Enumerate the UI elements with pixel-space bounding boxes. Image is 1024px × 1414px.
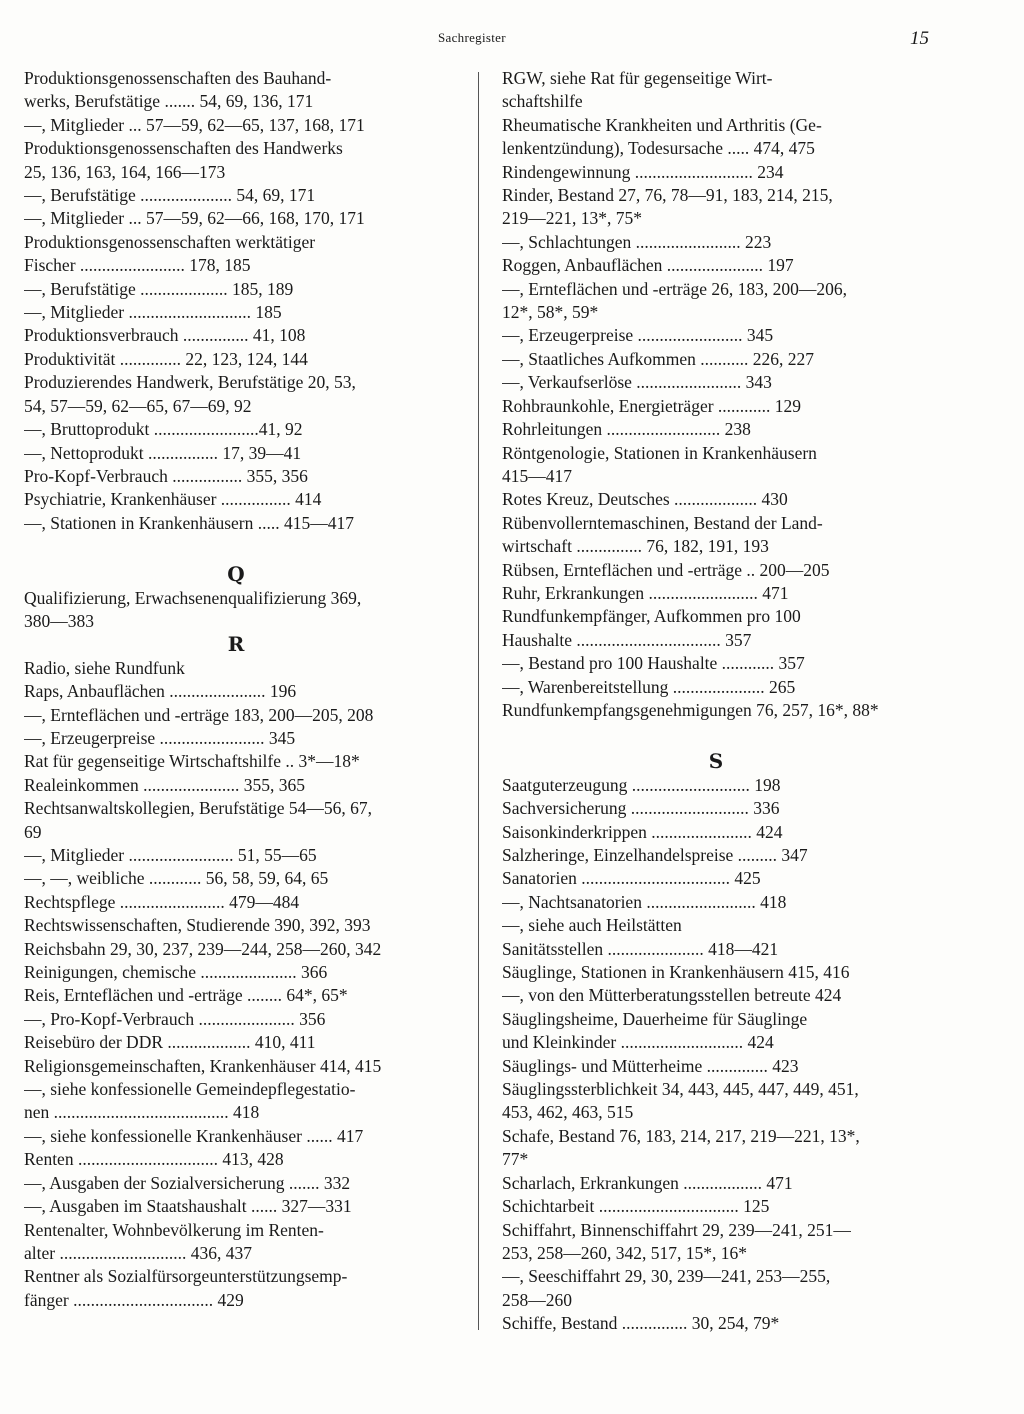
- index-entry: Reinigungen, chemische ...................... 366: [24, 962, 328, 983]
- index-entry: Röntgenologie, Stationen in Krankenhäusern: [502, 442, 817, 463]
- index-entry: Produktionsverbrauch ............... 41, 108: [24, 325, 306, 346]
- index-entry: 219—221, 13*, 75*: [502, 208, 642, 229]
- index-entry: Produzierendes Handwerk, Berufstätige 20, 53,: [24, 372, 356, 393]
- index-column-left: [24, 67, 448, 1312]
- index-entry: —, siehe konfessionelle Krankenhäuser ...... 417: [24, 1125, 364, 1146]
- index-entry: Produktionsgenossenschaften des Bauhand-: [24, 68, 332, 88]
- index-entry: Produktivität .............. 22, 123, 124, 144: [24, 348, 308, 369]
- index-entry: Säuglings- und Mütterheime .............. 423: [502, 1055, 799, 1076]
- index-entry: Renten ................................ 413, 428: [24, 1149, 284, 1170]
- index-entry: 380—383: [24, 610, 94, 631]
- index-entry: 453, 462, 463, 515: [502, 1102, 634, 1123]
- index-entry: Rechtspflege ........................ 479—484: [24, 891, 300, 912]
- index-entry: 54, 57—59, 62—65, 67—69, 92: [24, 395, 252, 416]
- index-entry: —, Bestand pro 100 Haushalte ............ 357: [502, 653, 805, 674]
- index-entry: Rentner als Sozialfürsorgeunterstützungsemp-: [24, 1266, 348, 1287]
- index-entry: nen ........................................ 418: [24, 1102, 260, 1123]
- index-entry: Rohrleitungen .......................... 238: [502, 419, 751, 440]
- index-entry: —, von den Mütterberatungsstellen betreute 424: [502, 985, 842, 1006]
- index-entry: —, Mitglieder ... 57—59, 62—65, 137, 168, 171: [24, 114, 365, 135]
- index-entry: —, Ausgaben im Staatshaushalt ...... 327—331: [24, 1196, 352, 1217]
- index-entry: Roggen, Anbauflächen ...................... 197: [502, 255, 794, 276]
- index-entry: —, Mitglieder ............................ 185: [24, 302, 282, 323]
- index-entry: Rinder, Bestand 27, 76, 78—91, 183, 214, 215,: [502, 185, 833, 206]
- section-gap: [24, 535, 448, 563]
- index-entry: —, Bruttoprodukt ........................41, 92: [24, 419, 303, 440]
- index-entry: Saatguterzeugung ........................... 198: [502, 774, 781, 795]
- index-entry: —, siehe konfessionelle Gemeindepflegestatio-: [24, 1079, 356, 1100]
- index-entry: —, Nachtsanatorien ......................... 418: [502, 891, 787, 912]
- index-entry: —, —, weibliche ............ 56, 58, 59, 64, 65: [24, 868, 329, 889]
- index-entry: —, Erzeugerpreise ........................ 345: [24, 727, 296, 748]
- index-entry: und Kleinkinder ............................ 424: [502, 1032, 774, 1053]
- index-entry: —, Berufstätige ..................... 54, 69, 171: [24, 185, 316, 206]
- index-entry: Religionsgemeinschaften, Krankenhäuser 414, 415: [24, 1055, 382, 1076]
- index-entry: 25, 136, 163, 164, 166—173: [24, 161, 226, 182]
- index-entry: alter ............................. 436, 437: [24, 1242, 252, 1263]
- index-entry: Rheumatische Krankheiten und Arthritis (Ge-: [502, 114, 822, 135]
- index-entry: fänger ................................ 429: [24, 1289, 244, 1310]
- index-entry: —, Schlachtungen ........................ 223: [502, 231, 772, 252]
- index-entry: Rentenalter, Wohnbevölkerung im Renten-: [24, 1219, 324, 1240]
- index-entry: 258—260: [502, 1289, 572, 1310]
- section-letter: Q: [227, 562, 245, 587]
- index-entry: Rotes Kreuz, Deutsches ................... 430: [502, 489, 788, 510]
- index-entry: Rundfunkempfangsgenehmigungen 76, 257, 16*, 88*: [502, 699, 879, 720]
- index-entry: —, Nettoprodukt ................ 17, 39—41: [24, 442, 302, 463]
- index-entry: Säuglingsheime, Dauerheime für Säuglinge: [502, 1008, 808, 1029]
- index-entry: Psychiatrie, Krankenhäuser ................ 414: [24, 489, 322, 510]
- index-entry: 69: [24, 821, 42, 842]
- index-entry: —, siehe auch Heilstätten: [502, 915, 682, 936]
- index-entry: Schiffe, Bestand ............... 30, 254, 79*: [502, 1313, 780, 1334]
- index-entry: 12*, 58*, 59*: [502, 302, 599, 323]
- index-entry: Saisonkinderkrippen ....................... 424: [502, 821, 783, 842]
- index-entry: Raps, Anbauflächen ...................... 196: [24, 681, 297, 702]
- index-entry: —, Mitglieder ........................ 51, 55—65: [24, 845, 317, 865]
- index-entry: Radio, siehe Rundfunk: [24, 657, 185, 678]
- index-entry: Rechtsanwaltskollegien, Berufstätige 54—56, 67,: [24, 798, 372, 819]
- index-entry: Rat für gegenseitige Wirtschaftshilfe .. 3*—18*: [24, 751, 360, 772]
- index-entry: lenkentzündung), Todesursache ..... 474, 475: [502, 138, 815, 159]
- index-entry: schaftshilfe: [502, 91, 583, 112]
- column-divider: [478, 72, 479, 1330]
- index-entry: Reis, Ernteflächen und -erträge ........ 64*, 65*: [24, 985, 348, 1006]
- index-entry: Sanatorien .................................. 425: [502, 868, 761, 889]
- index-entry: Sachversicherung ........................... 336: [502, 798, 780, 819]
- index-entry: Pro-Kopf-Verbrauch ................ 355, 356: [24, 465, 308, 486]
- index-entry: Schafe, Bestand 76, 183, 214, 217, 219—221, 13*,: [502, 1125, 860, 1146]
- index-entry: Rübsen, Ernteflächen und -erträge .. 200—205: [502, 559, 830, 580]
- section-gap: [502, 722, 930, 750]
- index-entry: Säuglinge, Stationen in Krankenhäusern 415, 416: [502, 962, 850, 983]
- index-entry: —, Berufstätige .................... 185, 189: [24, 278, 294, 299]
- index-entry: —, Pro-Kopf-Verbrauch ...................... 356: [24, 1008, 326, 1029]
- index-entry: Scharlach, Erkrankungen .................. 471: [502, 1172, 793, 1193]
- index-entry: 77*: [502, 1149, 529, 1170]
- index-entry: —, Staatliches Aufkommen ........... 226, 227: [502, 348, 815, 369]
- index-entry: Realeinkommen ...................... 355, 365: [24, 774, 305, 795]
- index-entry: Haushalte ................................. 357: [502, 629, 752, 650]
- index-entry: —, Ernteflächen und -erträge 183, 200—205, 208: [24, 704, 374, 725]
- index-entry: —, Stationen in Krankenhäusern ..... 415—417: [24, 512, 355, 533]
- index-entry: —, Verkaufserlöse ........................ 343: [502, 372, 772, 393]
- index-entry: Produktionsgenossenschaften werktätiger: [24, 231, 316, 252]
- index-entry: 415—417: [502, 465, 572, 486]
- index-entry: —, Erzeugerpreise ........................ 345: [502, 325, 774, 346]
- index-entry: —, Seeschiffahrt 29, 30, 239—241, 253—255,: [502, 1266, 831, 1287]
- index-entry: Rechtswissenschaften, Studierende 390, 392, 393: [24, 915, 371, 936]
- index-entry: wirtschaft ............... 76, 182, 191, 193: [502, 536, 769, 557]
- index-entry: Fischer ........................ 178, 185: [24, 255, 251, 276]
- index-entry: —, Ernteflächen und -erträge 26, 183, 200—206,: [502, 278, 848, 299]
- section-letter: R: [227, 632, 245, 657]
- index-entry: —, Ausgaben der Sozialversicherung ....... 332: [24, 1172, 351, 1193]
- index-entry: Reisebüro der DDR ................... 410, 411: [24, 1032, 316, 1053]
- index-column-right: [502, 67, 930, 1336]
- index-entry: Schiffahrt, Binnenschiffahrt 29, 239—241, 251—: [502, 1219, 851, 1240]
- index-entry: —, Mitglieder ... 57—59, 62—66, 168, 170, 171: [24, 208, 365, 229]
- index-entry: Salzheringe, Einzelhandelspreise ......... 347: [502, 845, 808, 865]
- index-entry: —, Warenbereitstellung ..................... 265: [502, 676, 796, 697]
- running-title: Sachregister: [438, 30, 506, 45]
- index-entry: RGW, siehe Rat für gegenseitige Wirt-: [502, 68, 773, 88]
- index-entry: Rindengewinnung ........................... 234: [502, 161, 784, 182]
- page-header: [0, 30, 1024, 56]
- index-entry: Sanitätsstellen ...................... 418—421: [502, 938, 779, 959]
- index-entry: Rundfunkempfänger, Aufkommen pro 100: [502, 606, 801, 627]
- index-entry: Rübenvollerntemaschinen, Bestand der Land-: [502, 512, 823, 533]
- index-entry: Ruhr, Erkrankungen ......................... 471: [502, 582, 789, 603]
- page-number: 15: [910, 28, 929, 49]
- index-entry: Produktionsgenossenschaften des Handwerks: [24, 138, 343, 159]
- index-entry: Schichtarbeit ................................ 125: [502, 1196, 770, 1217]
- index-entry: werks, Berufstätige ....... 54, 69, 136, 171: [24, 91, 314, 112]
- index-entry: Rohbraunkohle, Energieträger ............ 129: [502, 395, 802, 416]
- index-entry: Reichsbahn 29, 30, 237, 239—244, 258—260, 342: [24, 938, 382, 959]
- section-letter: S: [708, 749, 724, 774]
- index-entry: Säuglingssterblichkeit 34, 443, 445, 447, 449, 451,: [502, 1079, 859, 1100]
- index-entry: Qualifizierung, Erwachsenenqualifizierung 369,: [24, 587, 362, 608]
- index-entry: 253, 258—260, 342, 517, 15*, 16*: [502, 1242, 747, 1263]
